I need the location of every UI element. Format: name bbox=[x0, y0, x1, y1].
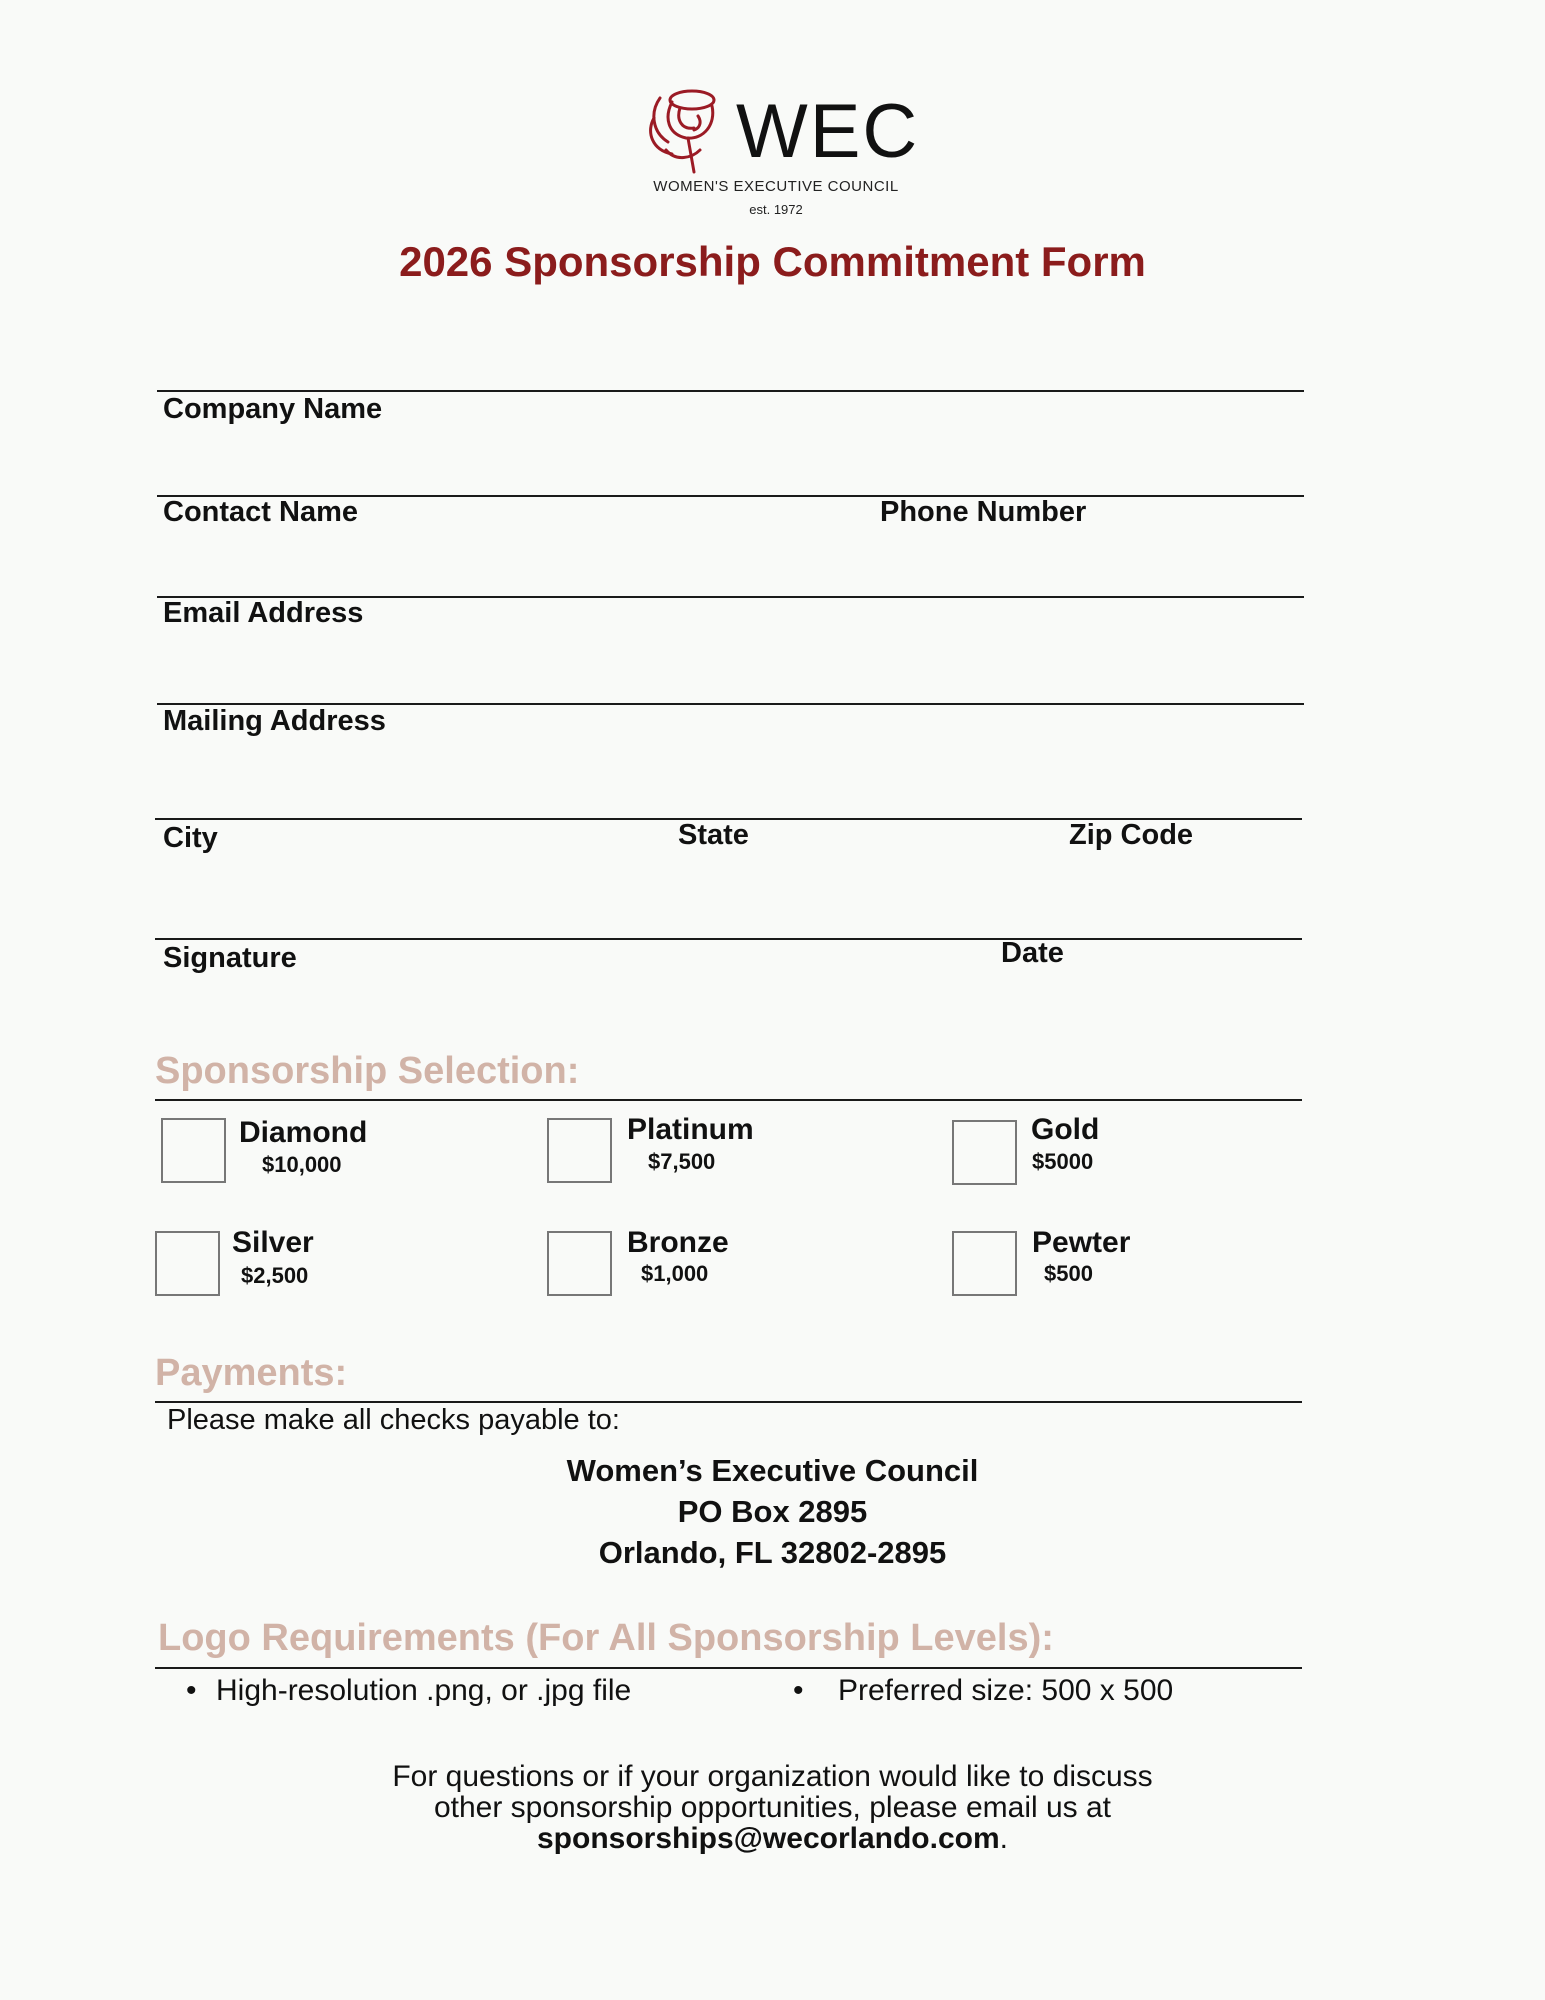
rose-icon bbox=[642, 88, 734, 174]
tier-name-bronze: Bronze bbox=[627, 1226, 729, 1259]
sponsorship-heading: Sponsorship Selection: bbox=[155, 1050, 580, 1092]
date-label: Date bbox=[1001, 937, 1064, 969]
tier-name-platinum: Platinum bbox=[627, 1113, 754, 1146]
platinum-checkbox[interactable] bbox=[547, 1118, 612, 1183]
gold-checkbox[interactable] bbox=[952, 1120, 1017, 1185]
email-address-label: Email Address bbox=[163, 597, 364, 629]
payments-divider bbox=[155, 1401, 1302, 1403]
silver-checkbox[interactable] bbox=[155, 1231, 220, 1296]
form-title: 2026 Sponsorship Commitment Form bbox=[399, 238, 1146, 285]
logo-subtitle: WOMEN'S EXECUTIVE COUNCIL bbox=[653, 178, 899, 195]
bullet-icon: • bbox=[793, 1674, 804, 1707]
tier-price-bronze: $1,000 bbox=[641, 1261, 709, 1286]
bullet-icon: • bbox=[186, 1674, 197, 1707]
tier-name-diamond: Diamond bbox=[239, 1116, 368, 1149]
bronze-checkbox[interactable] bbox=[547, 1231, 612, 1296]
sponsorship-divider bbox=[155, 1099, 1302, 1101]
po-box: PO Box 2895 bbox=[677, 1494, 868, 1529]
payee-name: Women’s Executive Council bbox=[566, 1453, 979, 1488]
signature-line[interactable] bbox=[155, 938, 1302, 940]
tier-name-gold: Gold bbox=[1031, 1113, 1100, 1146]
logo-requirements-divider bbox=[155, 1667, 1302, 1669]
tier-price-silver: $2,500 bbox=[241, 1263, 309, 1288]
footer-line-1: For questions or if your organization would like to discuss bbox=[392, 1760, 1153, 1793]
tier-name-pewter: Pewter bbox=[1032, 1226, 1131, 1259]
payee-city: Orlando, FL 32802-2895 bbox=[598, 1535, 947, 1570]
requirement-item: • High-resolution .png, or .jpg file bbox=[186, 1674, 632, 1707]
diamond-checkbox[interactable] bbox=[161, 1118, 226, 1183]
payments-heading: Payments: bbox=[155, 1352, 348, 1394]
requirement-item: • Preferred size: 500 x 500 bbox=[793, 1674, 1174, 1707]
logo-wordmark: WEC bbox=[736, 89, 920, 174]
tier-price-pewter: $500 bbox=[1044, 1261, 1093, 1286]
logo-est: est. 1972 bbox=[749, 202, 803, 217]
footer-line-2: other sponsorship opportunities, please email us at bbox=[433, 1791, 1112, 1824]
wec-logo bbox=[636, 88, 920, 218]
tier-price-platinum: $7,500 bbox=[648, 1149, 716, 1174]
logo-requirements-heading: Logo Requirements (For All Sponsorship Levels): bbox=[158, 1617, 1054, 1659]
tier-price-gold: $5000 bbox=[1032, 1149, 1094, 1174]
tier-price-diamond: $10,000 bbox=[262, 1152, 342, 1177]
city-label: City bbox=[163, 822, 218, 854]
company-name-label: Company Name bbox=[163, 393, 383, 425]
contact-name-label: Contact Name bbox=[163, 496, 358, 528]
mailing-address-label: Mailing Address bbox=[163, 705, 386, 737]
phone-number-label: Phone Number bbox=[880, 496, 1087, 528]
pewter-checkbox[interactable] bbox=[952, 1231, 1017, 1296]
state-label: State bbox=[678, 819, 749, 851]
footer-line-3 bbox=[0, 1823, 1545, 1854]
footer-period: . bbox=[999, 1822, 1008, 1855]
company-name-line[interactable] bbox=[157, 390, 1304, 392]
payment-instruction: Please make all checks payable to: bbox=[167, 1404, 620, 1436]
contact-email-link[interactable]: sponsorships@wecorlando.com bbox=[536, 1822, 1000, 1855]
signature-label: Signature bbox=[163, 942, 297, 974]
tier-name-silver: Silver bbox=[232, 1226, 314, 1259]
zip-code-label: Zip Code bbox=[1069, 819, 1194, 851]
